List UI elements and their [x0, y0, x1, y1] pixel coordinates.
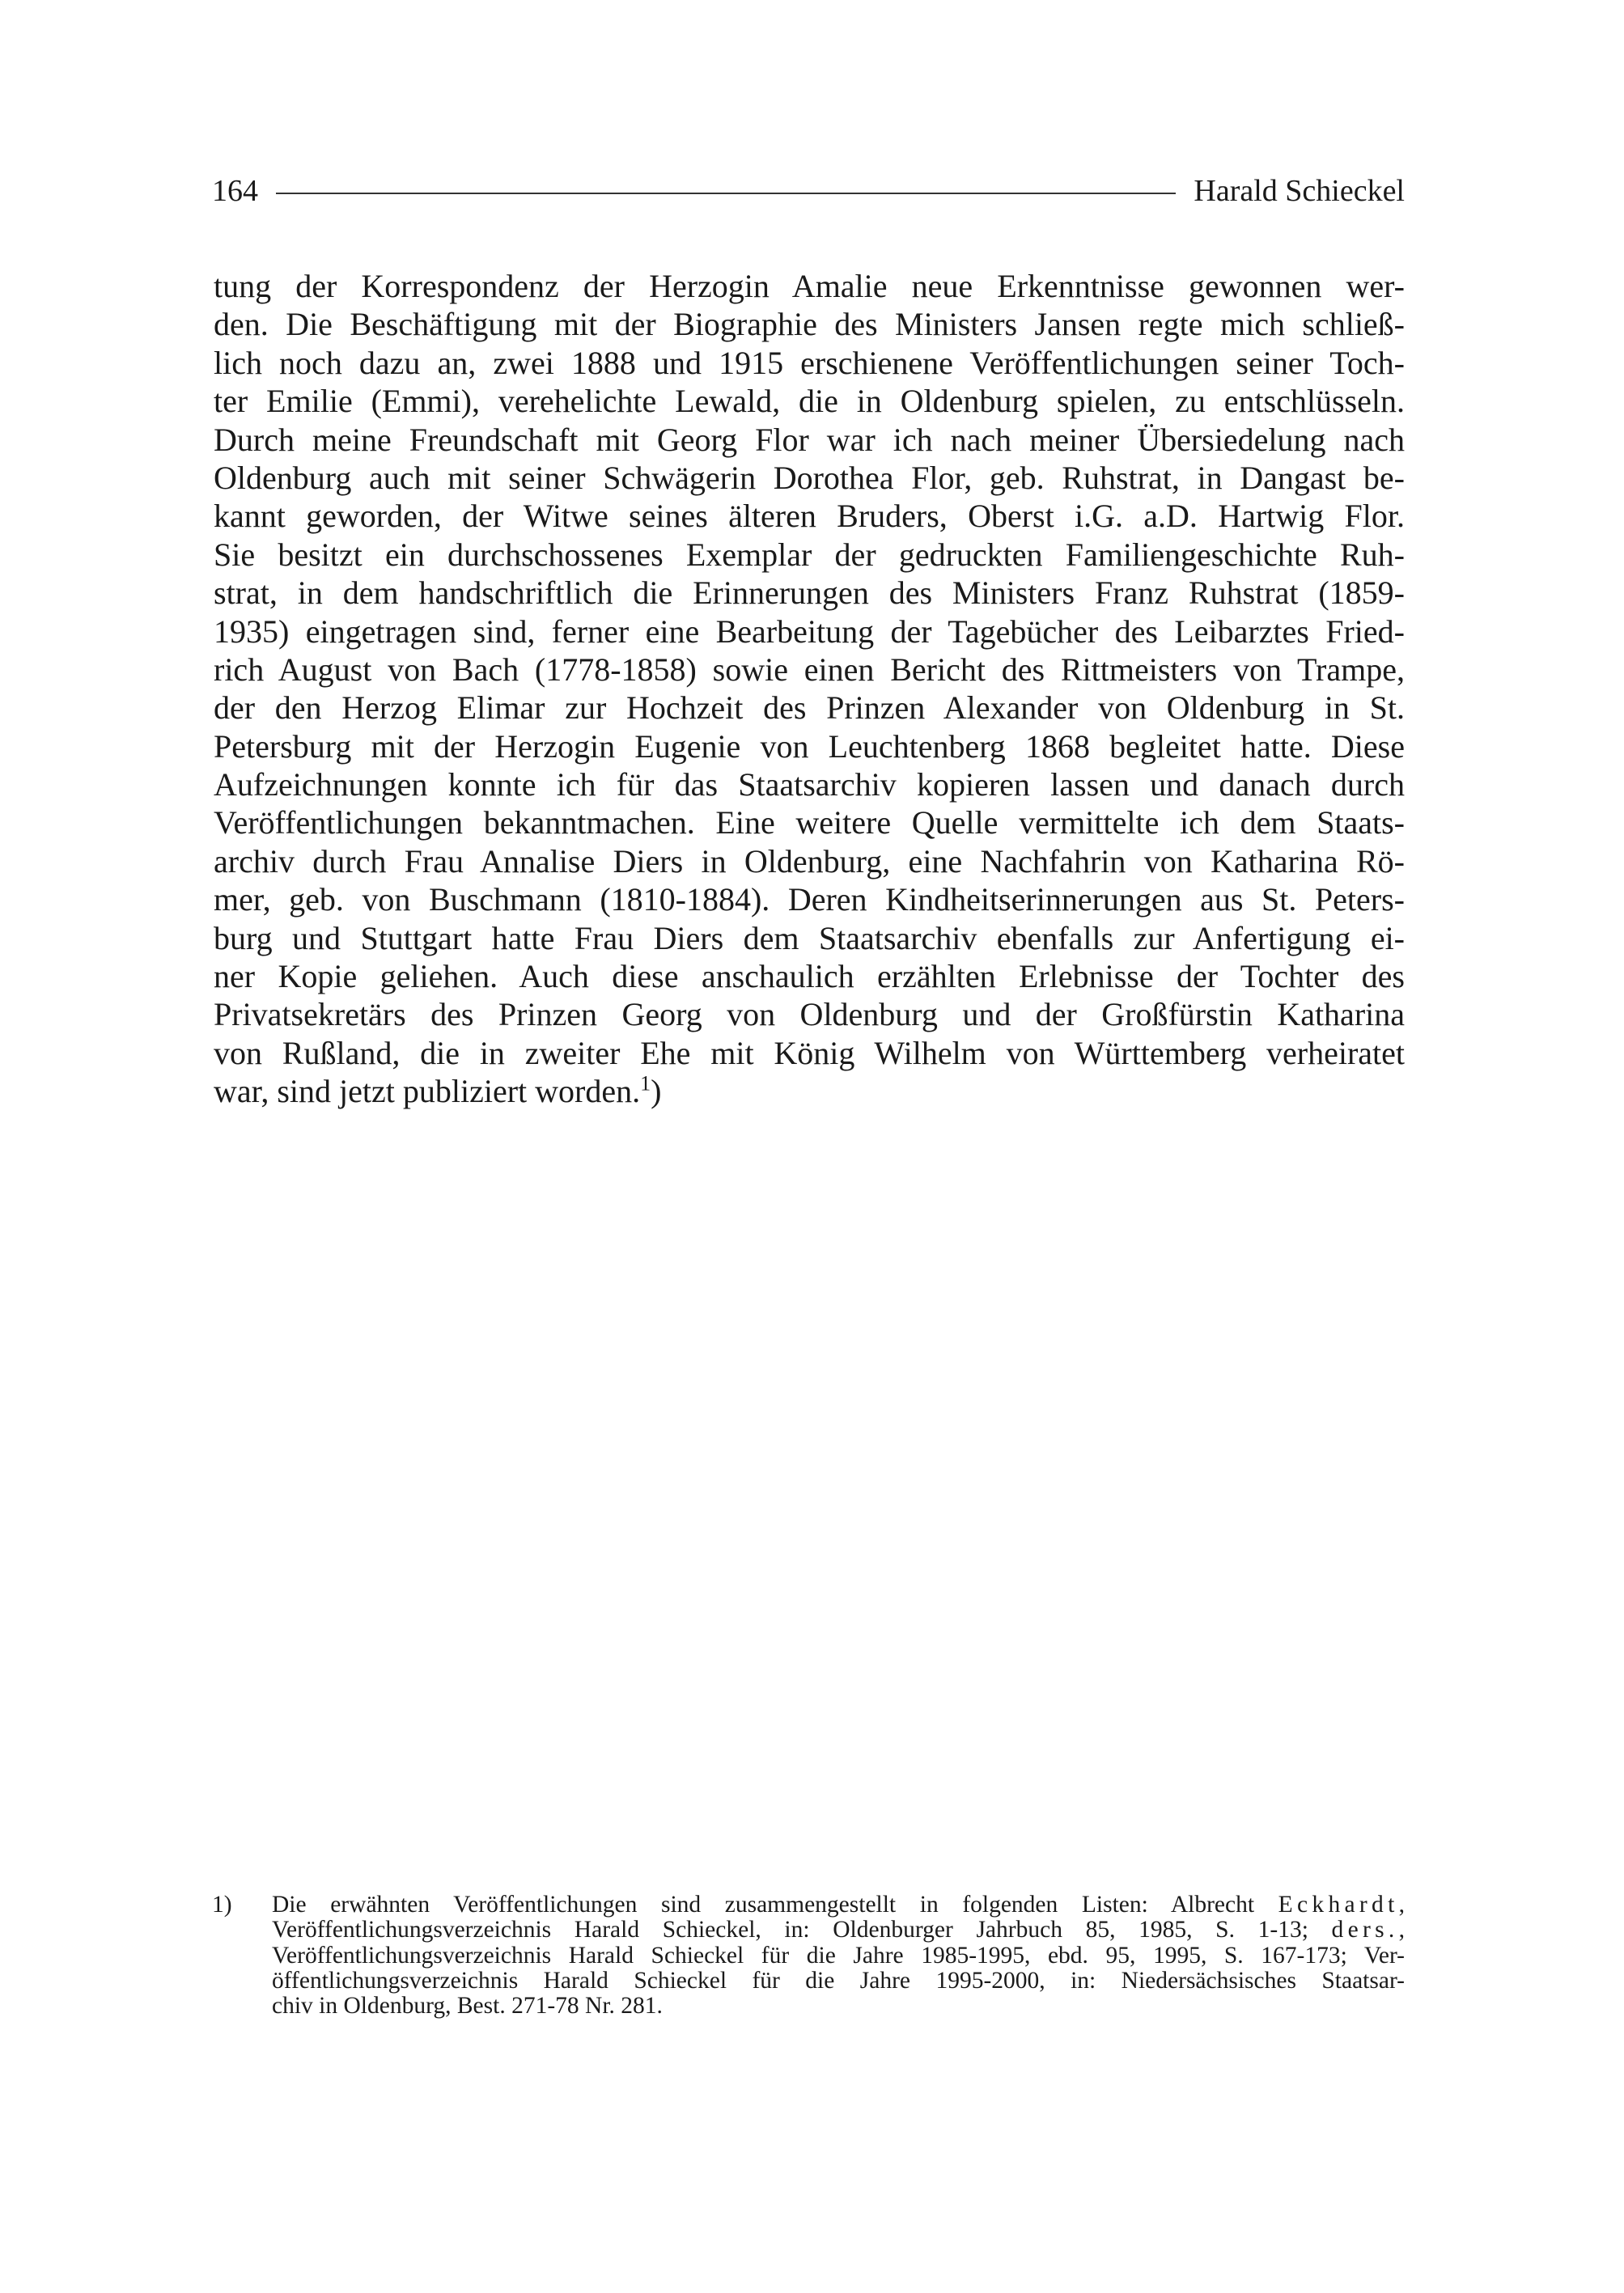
body-line: ter Emilie (Emmi), verehelichte Lewald, die in Oldenburg spielen, zu entschlüsseln.: [214, 383, 1405, 420]
body-line: tung der Korrespondenz der Herzogin Amalie neue Erkenntnisse gewonnen wer-: [214, 268, 1405, 304]
footnote-ders: ders.: [1331, 1917, 1399, 1943]
footnote-line-text: ,: [1398, 1917, 1405, 1943]
footnote-line-text: Die erwähnten Veröffentlichungen sind zusammengestellt in folgenden Listen: Albrecht: [272, 1892, 1278, 1918]
body-line: rich August von Bach (1778-1858) sowie einen Bericht des Rittmeisters von Trampe,: [214, 651, 1405, 688]
footnote-line: Veröffentlichungsverzeichnis Harald Schieckel für die Jahre 1985-1995, ebd. 95, 1995, S. 167-173; Ver-: [272, 1942, 1405, 1969]
footnote-author-name: Eckhardt: [1278, 1892, 1399, 1918]
body-line: von Rußland, die in zweiter Ehe mit König Wilhelm von Württemberg verheiratet: [214, 1034, 1405, 1071]
body-line: archiv durch Frau Annalise Diers in Oldenburg, eine Nachfahrin von Katharina Rö-: [214, 842, 1405, 879]
body-line: Sie besitzt ein durchschossenes Exemplar der gedruckten Familiengeschichte Ruh-: [214, 536, 1405, 573]
footnote-line: [272, 1892, 1405, 1918]
body-line: Veröffentlichungen bekanntmachen. Eine weitere Quelle vermittelte ich dem Staats-: [214, 804, 1405, 841]
body-line: Aufzeichnungen konnte ich für das Staatsarchiv kopieren lassen und danach durch: [214, 766, 1405, 803]
body-last-line-text: war, sind jetzt publiziert worden.: [214, 1073, 641, 1110]
footnote-marker: 1): [212, 1892, 232, 1918]
body-line: den. Die Beschäftigung mit der Biographie des Ministers Jansen regte mich schließ-: [214, 306, 1405, 343]
body-line: Petersburg mit der Herzogin Eugenie von Leuchtenberg 1868 begleitet hatte. Diese: [214, 727, 1405, 765]
body-line: mer, geb. von Buschmann (1810-1884). Deren Kindheitserinnerungen aus St. Peters-: [214, 881, 1405, 918]
header-rule: [276, 193, 1176, 194]
running-header-author: Harald Schieckel: [1194, 174, 1405, 208]
body-line: strat, in dem handschriftlich die Erinnerungen des Ministers Franz Ruhstrat (1859-: [214, 574, 1405, 612]
page-number: 164: [212, 174, 258, 208]
body-line: 1935) eingetragen sind, ferner eine Bearbeitung der Tagebücher des Leibarztes Fried-: [214, 612, 1405, 650]
running-header: [212, 167, 1405, 215]
footnote-reference[interactable]: 1: [640, 1071, 651, 1096]
body-line: Privatsekretärs des Prinzen Georg von Oldenburg und der Großfürstin Katharina: [214, 996, 1405, 1033]
footnote-text: [272, 1892, 1405, 2019]
body-line: der den Herzog Elimar zur Hochzeit des Prinzen Alexander von Oldenburg in St.: [214, 689, 1405, 727]
body-line: burg und Stuttgart hatte Frau Diers dem Staatsarchiv ebenfalls zur Anfertigung ei-: [214, 919, 1405, 956]
footnote-reference-close: ): [651, 1073, 662, 1110]
footnote-line-text: Veröffentlichungsverzeichnis Harald Schieckel, in: Oldenburger Jahrbuch 85, 1985, S. 1-13;: [272, 1917, 1332, 1943]
footnote-line: öffentlichungsverzeichnis Harald Schieckel für die Jahre 1995-2000, in: Niedersächsisches Staatsar-: [272, 1967, 1405, 1994]
body-line: Durch meine Freundschaft mit Georg Flor war ich nach meiner Übersiedelung nach: [214, 421, 1405, 458]
footnote-line: chiv in Oldenburg, Best. 271-78 Nr. 281.: [272, 1993, 663, 2020]
body-text: [214, 267, 1405, 1111]
body-line: lich noch dazu an, zwei 1888 und 1915 erschienene Veröffentlichungen seiner Toch-: [214, 344, 1405, 381]
footnote-line: [272, 1918, 1405, 1943]
body-last-line: [214, 1072, 1405, 1110]
body-line: ner Kopie geliehen. Auch diese anschaulich erzählten Erlebnisse der Tochter des: [214, 958, 1405, 995]
body-line: kannt geworden, der Witwe seines älteren Bruders, Oberst i.G. a.D. Hartwig Flor.: [214, 498, 1405, 535]
body-line: Oldenburg auch mit seiner Schwägerin Dorothea Flor, geb. Ruhstrat, in Dangast be-: [214, 459, 1405, 496]
footnote-line-text: ,: [1398, 1892, 1405, 1918]
